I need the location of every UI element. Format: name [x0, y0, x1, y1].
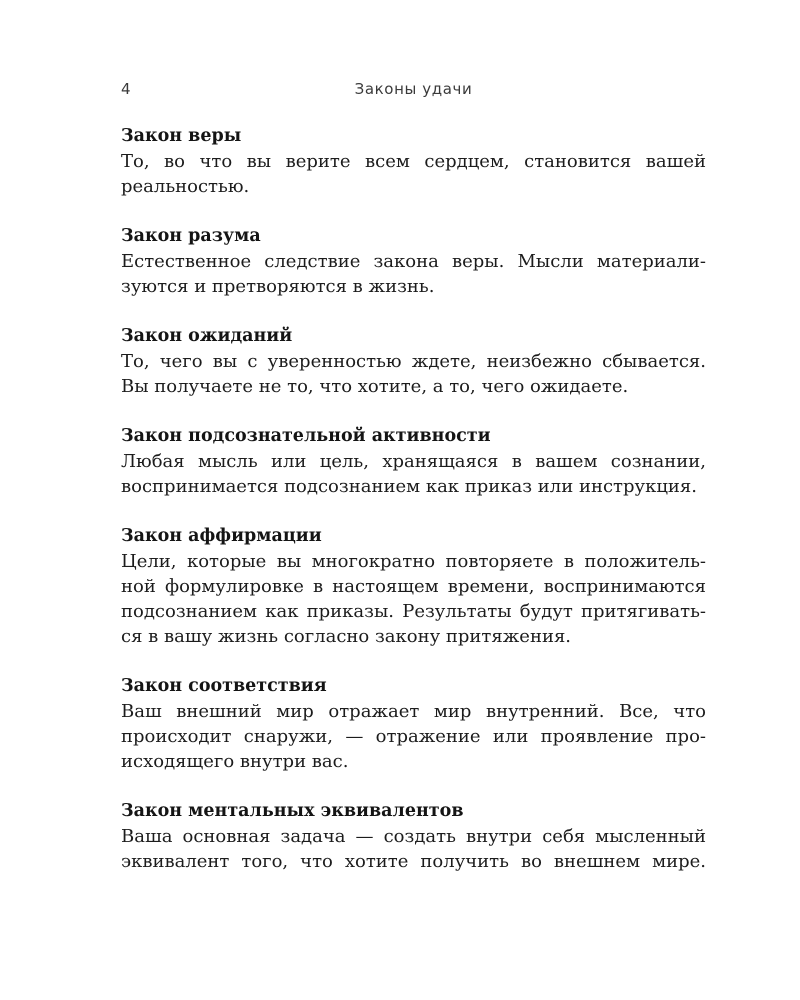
text-line: Естественное следствие закона веры. Мысли материали- [121, 251, 706, 272]
text-line: зуются и претворяются в жизнь. [121, 276, 435, 297]
text-line: ся в вашу жизнь согласно закону притяжения. [121, 626, 572, 647]
law-title: Закон ментальных эквивалентов [121, 801, 464, 821]
law-mental-equivalents [121, 799, 706, 874]
text-line: реальностью. [121, 176, 250, 197]
page-content [121, 124, 706, 899]
text-line: Любая мысль или цель, хранящаяся в вашем сознании, [121, 451, 706, 472]
law-title: Закон соответствия [121, 676, 327, 696]
law-subconscious-activity [121, 424, 706, 499]
law-title: Закон ожиданий [121, 326, 293, 346]
text-line: То, во что вы верите всем сердцем, становится вашей [121, 151, 706, 172]
law-text [121, 699, 706, 774]
text-line: ной формулировке в настоящем времени, воспринимаются [121, 576, 706, 597]
text-line: происходит снаружи, — отражение или проявление про- [121, 726, 706, 747]
law-title: Закон разума [121, 226, 261, 246]
law-expectations [121, 324, 706, 399]
text-line: То, чего вы с уверенностью ждете, неизбежно сбывается. [121, 351, 706, 372]
law-affirmation [121, 524, 706, 649]
text-line: Ваша основная задача — создать внутри себя мысленный [121, 826, 706, 847]
text-line: подсознанием как приказы. Результаты будут притягивать- [121, 601, 706, 622]
law-text [121, 549, 706, 649]
book-title: Законы удачи [354, 80, 473, 98]
law-mind [121, 224, 706, 299]
law-text [121, 349, 706, 399]
law-text [121, 149, 706, 199]
text-line: Ваш внешний мир отражает мир внутренний. Все, что [121, 701, 706, 722]
law-text [121, 249, 706, 299]
text-line: воспринимается подсознанием как приказ или инструкция. [121, 476, 697, 497]
law-title: Закон веры [121, 126, 242, 146]
text-line: исходящего внутри вас. [121, 751, 349, 772]
text-line: Вы получаете не то, что хотите, а то, чего ожидаете. [121, 376, 629, 397]
law-title: Закон подсознательной активности [121, 426, 491, 446]
law-text [121, 449, 706, 499]
law-title: Закон аффирмации [121, 526, 322, 546]
page-number: 4 [121, 80, 132, 98]
text-line: эквивалент того, что хотите получить во внешнем мире. [121, 851, 706, 872]
running-head [121, 80, 706, 102]
law-correspondence [121, 674, 706, 774]
law-text [121, 824, 706, 874]
law-belief [121, 124, 706, 199]
text-line: Цели, которые вы многократно повторяете в положитель- [121, 551, 706, 572]
